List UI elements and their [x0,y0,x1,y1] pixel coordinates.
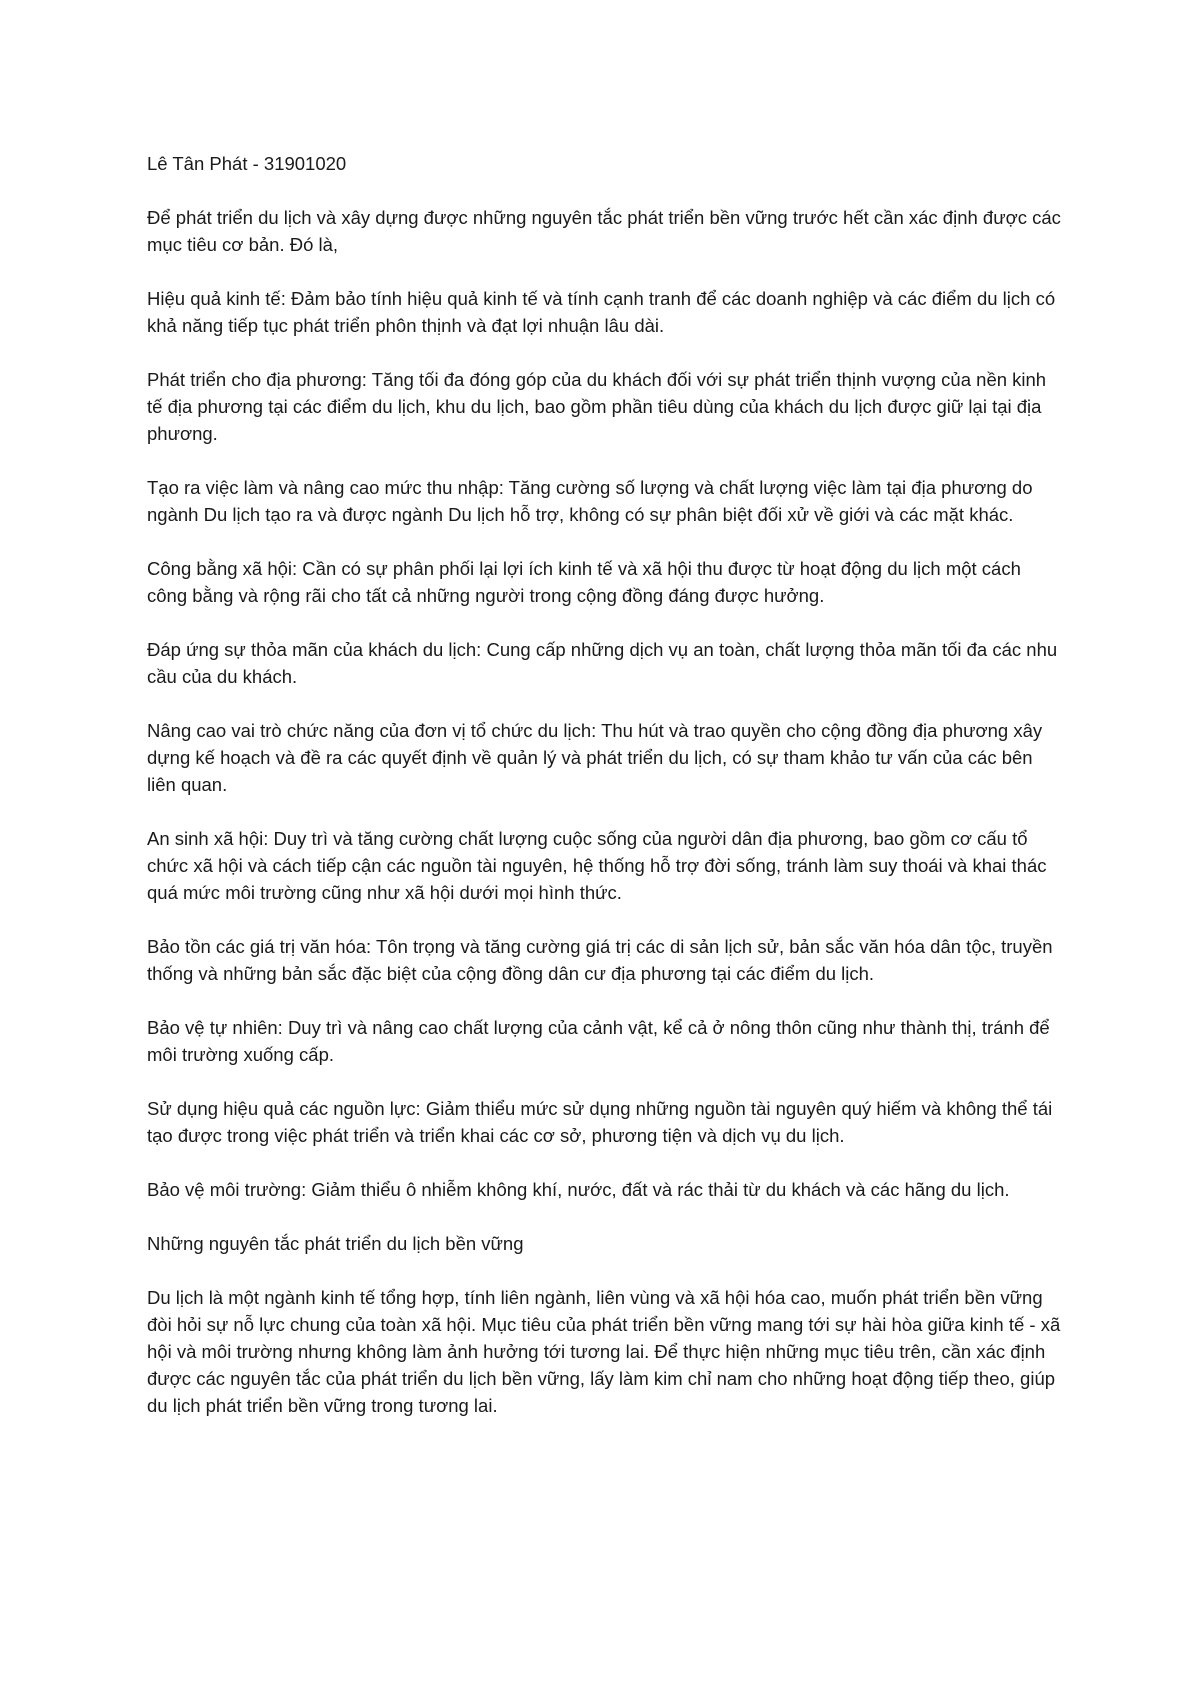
section-heading-principles: Những nguyên tắc phát triển du lịch bền vững [147,1233,524,1254]
paragraph-resource-efficiency: Sử dụng hiệu quả các nguồn lực: Giảm thiểu mức sử dụng những nguồn tài nguyên quý hiếm và không thể tái tạo được trong việc phát triển và triển khai các cơ sở, phương tiện và dịch vụ du lịch. [147,1098,1053,1146]
paragraph-visitor-satisfaction: Đáp ứng sự thỏa mãn của khách du lịch: Cung cấp những dịch vụ an toàn, chất lượng thỏa mãn tối đa các nhu cầu của du khách. [147,639,1058,687]
paragraph-nature-protection: Bảo vệ tự nhiên: Duy trì và nâng cao chất lượng của cảnh vật, kể cả ở nông thôn cũng như thành thị, tránh để môi trường xuống cấp. [147,1017,1050,1065]
paragraph-environment-protection: Bảo vệ môi trường: Giảm thiểu ô nhiễm không khí, nước, đất và rác thải từ du khách và các hãng du lịch. [147,1179,1010,1200]
paragraph-social-welfare: An sinh xã hội: Duy trì và tăng cường chất lượng cuộc sống của người dân địa phương, bao gồm cơ cấu tổ chức xã hội và cách tiếp cận các nguồn tài nguyên, hệ thống hỗ trợ đời sống, tránh làm suy thoái và khai thác quá mức môi trường cũng như xã hội dưới mọi hình thức. [147,828,1047,903]
paragraph-conclusion: Du lịch là một ngành kinh tế tổng hợp, tính liên ngành, liên vùng và xã hội hóa cao, muốn phát triển bền vững đòi hỏi sự nỗ lực chung của toàn xã hội. Mục tiêu của phát triển bền vững mang tới sự hài hòa giữa kinh tế - xã hội và môi trường nhưng không làm ảnh hưởng tới tương lai. Để thực hiện những mục tiêu trên, cần xác định được các nguyên tắc của phát triển du lịch bền vững, lấy làm kim chỉ nam cho những hoạt động tiếp theo, giúp du lịch phát triển bền vững trong tương lai. [147,1287,1061,1416]
paragraph-organization-role: Nâng cao vai trò chức năng của đơn vị tổ chức du lịch: Thu hút và trao quyền cho cộng đồng địa phương xây dựng kế hoạch và đề ra các quyết định về quản lý và phát triển du lịch, có sự tham khảo tư vấn của các bên liên quan. [147,720,1043,795]
paragraph-economic-efficiency: Hiệu quả kinh tế: Đảm bảo tính hiệu quả kinh tế và tính cạnh tranh để các doanh nghiệp và các điểm du lịch có khả năng tiếp tục phát triển phôn thịnh và đạt lợi nhuận lâu dài. [147,288,1056,336]
paragraph-social-equity: Công bằng xã hội: Cần có sự phân phối lại lợi ích kinh tế và xã hội thu được từ hoạt động du lịch một cách công bằng và rộng rãi cho tất cả những người trong cộng đồng đáng được hưởng. [147,558,1021,606]
paragraph-intro: Để phát triển du lịch và xây dựng được những nguyên tắc phát triển bền vững trước hết cần xác định được các mục tiêu cơ bản. Đó là, [147,207,1061,255]
paragraph-cultural-values: Bảo tồn các giá trị văn hóa: Tôn trọng và tăng cường giá trị các di sản lịch sử, bản sắc văn hóa dân tộc, truyền thống và những bản sắc đặc biệt của cộng đồng dân cư địa phương tại các điểm du lịch. [147,936,1053,984]
paragraph-employment: Tạo ra việc làm và nâng cao mức thu nhập: Tăng cường số lượng và chất lượng việc làm tại địa phương do ngành Du lịch tạo ra và được ngành Du lịch hỗ trợ, không có sự phân biệt đối xử về giới và các mặt khác. [147,477,1033,525]
document-page [147,150,1062,1446]
author-line: Lê Tân Phát - 31901020 [147,153,347,174]
paragraph-local-development: Phát triển cho địa phương: Tăng tối đa đóng góp của du khách đối với sự phát triển thịnh vượng của nền kinh tế địa phương tại các điểm du lịch, khu du lịch, bao gồm phần tiêu dùng của khách du lịch được giữ lại tại địa phương. [147,369,1047,444]
